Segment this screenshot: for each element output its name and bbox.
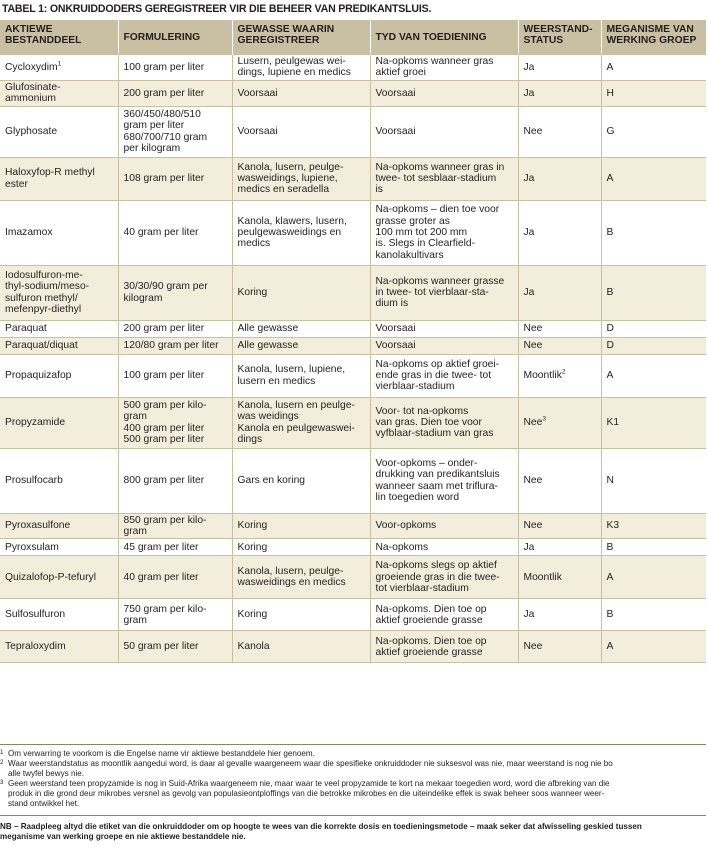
cell-formulation-line: 40 gram per liter: [123, 226, 199, 238]
header-mode-of-action: [601, 20, 706, 55]
table-row: [0, 157, 706, 200]
header-resistance-line-2: STATUS: [523, 35, 564, 47]
cell-crops: [232, 200, 370, 265]
cell-formulation: [118, 337, 232, 354]
cell-active-ingredient-line: Tepraloxydim: [5, 641, 66, 653]
cell-active-ingredient: [0, 599, 118, 631]
header-resistance: [518, 20, 601, 55]
cell-crops: [232, 106, 370, 157]
cell-crops: [232, 337, 370, 354]
footnotes: [0, 744, 706, 842]
cell-resistance-value: Moontlik: [523, 571, 562, 583]
cell-formulation-line: 750 gram per kilo-: [123, 603, 207, 615]
table-row: [0, 599, 706, 631]
cell-crops-line: Kanola, lusern, lupiene,: [237, 364, 346, 376]
cell-crops: [232, 265, 370, 320]
herbicide-table-container: [0, 20, 706, 663]
footnote-line: Waar weerstandstatus as moontlik aangedui word, is daar al gevalle waargeneem waar die spesifieke onkruiddoder nie suksesvol was nie, maar weerstand is nog nie bo: [8, 759, 613, 768]
table-row: [0, 448, 706, 513]
cell-timing-line: Na-opkoms. Dien toe op: [375, 635, 487, 647]
cell-resistance: [518, 320, 601, 337]
cell-active-ingredient: [0, 200, 118, 265]
cell-formulation-line: 360/450/480/510: [123, 108, 201, 120]
cell-resistance-value: Ja: [523, 61, 535, 73]
cell-timing-line: tot vierblaar-stadium: [375, 583, 469, 595]
cell-timing: [370, 265, 518, 320]
header-timing: TYD VAN TOEDIENING: [370, 20, 518, 55]
cell-timing: [370, 320, 518, 337]
cell-mode-of-action: K3: [601, 513, 706, 539]
cell-active-ingredient-line: Iodosulfuron-me-: [5, 269, 83, 281]
cell-formulation: [118, 354, 232, 397]
cell-mode-of-action: A: [601, 556, 706, 599]
cell-active-ingredient-line: Imazamox: [5, 226, 53, 238]
footnote-3: [0, 779, 706, 809]
cell-crops-line: Alle gewasse: [237, 339, 299, 351]
cell-formulation-line: 500 gram per kilo-: [123, 399, 207, 411]
nb-note: [0, 815, 706, 842]
cell-crops: [232, 354, 370, 397]
cell-crops-line: Kanola en peulgewaswei-: [237, 422, 355, 434]
cell-formulation-line: 100 gram per liter: [123, 61, 205, 73]
cell-resistance: [518, 80, 601, 106]
cell-active-ingredient-line: Cycloxydim: [5, 61, 58, 73]
cell-formulation-line: 45 gram per liter: [123, 541, 199, 553]
cell-resistance: [518, 631, 601, 663]
cell-resistance: [518, 55, 601, 80]
cell-crops-line: medics: [237, 238, 271, 250]
cell-formulation: [118, 599, 232, 631]
cell-crops: [232, 539, 370, 556]
cell-active-ingredient: [0, 631, 118, 663]
table-row: [0, 80, 706, 106]
cell-crops-line: wasweidings, lupiene,: [237, 172, 338, 184]
cell-mode-of-action: G: [601, 106, 706, 157]
footnote-divider: [0, 744, 706, 745]
cell-formulation-line: 500 gram per liter: [123, 434, 205, 446]
cell-active-ingredient: [0, 448, 118, 513]
cell-timing-line: Voor-opkoms: [375, 520, 437, 532]
cell-timing-line: Na-opkoms op aktief groei-: [375, 358, 500, 370]
cell-active-ingredient-line: ammonium: [5, 93, 56, 105]
cell-formulation-line: 850 gram per kilo-: [123, 514, 207, 526]
cell-crops-line: Lusern, peulgewas wei-: [237, 56, 346, 67]
table-title: TABEL 1: ONKRUIDDODERS GEREGISTREER VIR DIE BEHEER VAN PREDIKANTSLUIS.: [2, 3, 432, 15]
cell-resistance: [518, 337, 601, 354]
cell-timing-line: is. Slegs in Clearfield-: [375, 238, 476, 250]
cell-crops: [232, 448, 370, 513]
cell-resistance: [518, 539, 601, 556]
cell-active-ingredient-line: Sulfosulfuron: [5, 609, 66, 621]
cell-formulation-line: 40 gram per liter: [123, 571, 199, 583]
cell-formulation-line: 30/30/90 gram per: [123, 281, 208, 293]
cell-formulation-line: 50 gram per liter: [123, 641, 199, 653]
cell-mode-of-action: A: [601, 157, 706, 200]
cell-mode-of-action: D: [601, 320, 706, 337]
cell-active-ingredient: [0, 397, 118, 448]
cell-crops-line: Kanola, lusern en peulge-: [237, 399, 355, 411]
cell-crops: [232, 397, 370, 448]
cell-timing-line: ende gras in die twee- tot: [375, 369, 492, 381]
cell-active-ingredient-line: Pyroxsulam: [5, 541, 59, 553]
cell-active-ingredient-line: Pyroxasulfone: [5, 520, 71, 532]
cell-mode-of-action: B: [601, 539, 706, 556]
cell-formulation: [118, 106, 232, 157]
cell-timing-line: Na-opkoms – dien toe voor: [375, 204, 500, 216]
cell-resistance-value: Ja: [523, 541, 535, 553]
header-mode-of-action-line-2: WERKING GROEP: [606, 35, 697, 47]
cell-crops-line: Koring: [237, 286, 268, 298]
cell-mode-of-action: B: [601, 599, 706, 631]
cell-crops: [232, 80, 370, 106]
cell-timing-line: lin toegedien word: [375, 492, 460, 504]
cell-mode-of-action: A: [601, 55, 706, 80]
cell-formulation-line: kilogram: [123, 292, 163, 304]
cell-timing-line: Na-opkoms slegs op aktief: [375, 560, 497, 572]
cell-resistance: [518, 556, 601, 599]
cell-active-ingredient-line: Paraquat/diquat: [5, 339, 78, 351]
footnote-number: 3: [0, 779, 4, 786]
header-formulation: FORMULERING: [118, 20, 232, 55]
cell-timing-line: grasse groter as: [375, 215, 450, 227]
cell-formulation: [118, 55, 232, 80]
cell-active-ingredient-line: Prosulfocarb: [5, 474, 63, 486]
cell-active-ingredient: [0, 106, 118, 157]
cell-timing-line: Voorsaai: [375, 339, 416, 351]
footnote-line: Om verwarring te voorkom is die Engelse name vir aktiewe bestanddele hier genoem.: [8, 749, 315, 758]
cell-timing: [370, 448, 518, 513]
cell-timing-line: Na-opkoms wanneer gras in: [375, 161, 505, 173]
cell-formulation-line: 400 gram per liter: [123, 422, 205, 434]
cell-timing-line: Voorsaai: [375, 125, 416, 137]
cell-active-ingredient: [0, 513, 118, 539]
footnote-line: alle twyfel bewys nie.: [8, 769, 85, 778]
cell-timing-line: aktief groei: [375, 67, 426, 79]
table-row: [0, 337, 706, 354]
cell-resistance-value: Ja: [523, 609, 535, 621]
table-row: [0, 55, 706, 80]
cell-crops-line: lusern en medics: [237, 375, 316, 387]
cell-timing-line: kanolakultivars: [375, 249, 444, 261]
cell-timing-line: aktief groeiende grasse: [375, 614, 483, 626]
header-active-ingredient-line-2: BESTANDDEEL: [5, 35, 82, 47]
cell-mode-of-action: A: [601, 631, 706, 663]
cell-timing-line: groeiende gras in die twee-: [375, 571, 500, 583]
cell-formulation-line: gram: [123, 526, 147, 538]
footnote-line: stand ontwikkel het.: [8, 799, 80, 808]
header-active-ingredient: [0, 20, 118, 55]
cell-active-ingredient-wrap: [5, 62, 113, 73]
cell-crops-line: Kanola, klawers, lusern,: [237, 215, 347, 227]
cell-active-ingredient-line: mefenpyr-diethyl: [5, 304, 82, 316]
footnote-list: [0, 749, 706, 809]
footnote-marker: 2: [561, 368, 566, 376]
footnote-marker: 1: [57, 60, 62, 68]
cell-crops-line: was weidings: [237, 411, 299, 423]
cell-crops-line: Alle gewasse: [237, 322, 299, 334]
cell-timing-line: Voorsaai: [375, 322, 416, 334]
header-crops: [232, 20, 370, 55]
cell-timing: [370, 354, 518, 397]
cell-formulation-line: 108 gram per liter: [123, 172, 205, 184]
cell-timing: [370, 397, 518, 448]
table-row: [0, 539, 706, 556]
cell-crops-line: peulgewasweidings en: [237, 226, 342, 238]
cell-timing-line: Na-opkoms wanneer grasse: [375, 275, 505, 287]
cell-crops: [232, 55, 370, 80]
cell-active-ingredient-line: Glufosinate-: [5, 81, 61, 93]
cell-formulation-line: 680/700/710 gram: [123, 131, 208, 143]
footnote-2: [0, 759, 706, 779]
cell-crops-line: Kanola, lusern, peulge-: [237, 566, 344, 578]
cell-resistance-value: Nee: [523, 416, 543, 428]
cell-resistance: [518, 200, 601, 265]
cell-active-ingredient: [0, 337, 118, 354]
cell-formulation-line: 120/80 gram per liter: [123, 339, 219, 351]
cell-timing-line: in twee- tot vierblaar-sta-: [375, 286, 489, 298]
cell-formulation: [118, 157, 232, 200]
cell-timing: [370, 157, 518, 200]
cell-active-ingredient: [0, 157, 118, 200]
cell-formulation-line: per kilogram: [123, 143, 181, 155]
table-header: [0, 20, 706, 55]
cell-formulation-line: 200 gram per liter: [123, 87, 205, 99]
cell-active-ingredient: [0, 320, 118, 337]
cell-resistance: [518, 448, 601, 513]
cell-resistance: [518, 513, 601, 539]
cell-resistance-value: Ja: [523, 87, 535, 99]
cell-timing-line: Na-opkoms wanneer gras: [375, 56, 494, 67]
cell-crops-line: medics en seradella: [237, 184, 330, 196]
footnote-line: produk in die grond deur mikrobes versnel as gevolg van populasieontploffings van die betrokke mikrobes en die uiteindelike effek is swak beheer soos wanneer weer-: [8, 789, 605, 798]
cell-formulation: [118, 397, 232, 448]
cell-active-ingredient-line: thyl-sodium/meso-: [5, 281, 90, 293]
cell-crops: [232, 631, 370, 663]
cell-formulation-line: 800 gram per liter: [123, 474, 205, 486]
cell-formulation: [118, 556, 232, 599]
cell-resistance: [518, 157, 601, 200]
cell-formulation: [118, 631, 232, 663]
cell-mode-of-action: H: [601, 80, 706, 106]
table-row: [0, 265, 706, 320]
cell-active-ingredient-line: Quizalofop-P-tefuryl: [5, 571, 96, 583]
cell-active-ingredient: [0, 265, 118, 320]
cell-timing-line: Voor- tot na-opkoms: [375, 405, 469, 417]
cell-crops-line: Koring: [237, 520, 268, 532]
cell-resistance-value: Nee: [523, 125, 543, 137]
cell-crops: [232, 157, 370, 200]
footnote-1: [0, 749, 706, 759]
cell-mode-of-action: N: [601, 448, 706, 513]
table-body: [0, 55, 706, 663]
cell-crops: [232, 556, 370, 599]
cell-timing-line: wanneer saam met triflura-: [375, 480, 498, 492]
cell-active-ingredient-line: Propyzamide: [5, 416, 66, 428]
cell-active-ingredient: [0, 539, 118, 556]
cell-active-ingredient: [0, 80, 118, 106]
cell-timing: [370, 599, 518, 631]
cell-resistance-value: Nee: [523, 339, 543, 351]
cell-resistance-value: Nee: [523, 474, 543, 486]
cell-timing: [370, 337, 518, 354]
cell-resistance-value: Nee: [523, 520, 543, 532]
cell-formulation: [118, 513, 232, 539]
cell-timing-line: 100 mm tot 200 mm: [375, 226, 468, 238]
cell-resistance-value: Ja: [523, 286, 535, 298]
cell-crops-line: Gars en koring: [237, 474, 306, 486]
cell-timing-line: twee- tot sesblaar-stadium: [375, 172, 497, 184]
herbicide-table: [0, 20, 706, 663]
cell-resistance: [518, 599, 601, 631]
cell-timing: [370, 631, 518, 663]
cell-timing: [370, 539, 518, 556]
cell-timing-line: vierblaar-stadium: [375, 381, 455, 393]
cell-timing-line: Voor-opkoms – onder-: [375, 457, 478, 469]
cell-resistance-value: Ja: [523, 226, 535, 238]
cell-formulation: [118, 448, 232, 513]
cell-crops-line: Kanola, lusern, peulge-: [237, 161, 344, 173]
cell-resistance: [518, 354, 601, 397]
cell-active-ingredient-line: Propaquizafop: [5, 369, 72, 381]
footnote-number: 2: [0, 759, 4, 766]
cell-formulation-line: gram: [123, 411, 147, 423]
cell-formulation: [118, 539, 232, 556]
cell-resistance: [518, 397, 601, 448]
cell-crops-line: Voorsaai: [237, 87, 278, 99]
cell-timing-line: dium is: [375, 298, 409, 310]
cell-formulation-line: 200 gram per liter: [123, 322, 205, 334]
cell-formulation: [118, 80, 232, 106]
footnote-number: 1: [0, 749, 4, 756]
cell-active-ingredient-line: sulfuron methyl/: [5, 292, 78, 304]
cell-timing-line: Na-opkoms: [375, 541, 429, 553]
cell-timing: [370, 80, 518, 106]
cell-timing-line: aktief groeiende grasse: [375, 646, 483, 658]
cell-mode-of-action: K1: [601, 397, 706, 448]
cell-crops-line: Voorsaai: [237, 125, 278, 137]
header-crops-line-1: GEWASSE WAARIN: [237, 24, 335, 35]
cell-crops-line: Koring: [237, 541, 268, 553]
footnote-line: Geen weerstand teen propyzamide is nog in Suid-Afrika waargeneem nie, maar waar te veel propyzamide te kort na mekaar toegedien word, word die afbreking van die: [8, 779, 610, 788]
cell-mode-of-action: D: [601, 337, 706, 354]
cell-timing-line: Voorsaai: [375, 87, 416, 99]
cell-active-ingredient-line: ester: [5, 178, 28, 190]
cell-crops: [232, 513, 370, 539]
header-active-ingredient-line-1: AKTIEWE: [5, 24, 53, 35]
header-mode-of-action-line-1: MEGANISME VAN: [606, 24, 694, 35]
cell-timing: [370, 200, 518, 265]
cell-active-ingredient-line: Glyphosate: [5, 125, 58, 137]
cell-timing-line: vyfblaar-stadium van gras: [375, 428, 494, 440]
header-crops-line-2: GEREGISTREER: [237, 35, 320, 47]
cell-crops-line: Kanola: [237, 641, 270, 653]
table-row: [0, 513, 706, 539]
table-row: [0, 397, 706, 448]
nb-line: NB – Raadpleeg altyd die etiket van die onkruiddoder om op hoogte te wees van die korrekte dosis en toedieningsmetode – maak seker dat afwisseling geskied tussen: [0, 822, 642, 831]
cell-timing-line: van gras. Dien toe voor: [375, 416, 482, 428]
cell-timing: [370, 106, 518, 157]
table-row: [0, 556, 706, 599]
cell-timing: [370, 513, 518, 539]
cell-resistance-value: Nee: [523, 641, 543, 653]
cell-timing: [370, 55, 518, 80]
table-row: [0, 354, 706, 397]
cell-mode-of-action: A: [601, 354, 706, 397]
cell-crops: [232, 599, 370, 631]
cell-active-ingredient-line: Paraquat: [5, 322, 47, 334]
header-row: [0, 20, 706, 55]
cell-formulation-line: 100 gram per liter: [123, 369, 205, 381]
cell-formulation: [118, 200, 232, 265]
cell-crops: [232, 320, 370, 337]
cell-active-ingredient: [0, 354, 118, 397]
nb-line: meganisme van werking groepe en nie aktiewe bestanddele nie.: [0, 832, 246, 841]
cell-resistance: [518, 106, 601, 157]
cell-resistance-value: Moontlik: [523, 369, 562, 381]
cell-timing-line: drukking van predikantsluis: [375, 469, 500, 481]
header-resistance-line-1: WEERSTAND-: [523, 24, 593, 35]
cell-resistance: [518, 265, 601, 320]
cell-resistance-value: Ja: [523, 172, 535, 184]
cell-timing-line: is: [375, 184, 383, 196]
cell-crops-line: wasweidings en medics: [237, 577, 346, 589]
cell-formulation-line: gram: [123, 614, 147, 626]
cell-crops-line: dings: [237, 434, 263, 446]
cell-active-ingredient-line: Haloxyfop-R methyl: [5, 167, 95, 179]
cell-crops-line: dings, lupiene en medics: [237, 67, 351, 79]
table-row: [0, 106, 706, 157]
cell-active-ingredient: [0, 55, 118, 80]
cell-timing-line: Na-opkoms. Dien toe op: [375, 603, 487, 615]
cell-timing: [370, 556, 518, 599]
table-row: [0, 320, 706, 337]
cell-active-ingredient: [0, 556, 118, 599]
cell-formulation: [118, 265, 232, 320]
footnote-marker: 3: [542, 415, 547, 423]
cell-formulation-line: gram per liter: [123, 120, 185, 132]
cell-mode-of-action: B: [601, 200, 706, 265]
cell-mode-of-action: B: [601, 265, 706, 320]
table-row: [0, 631, 706, 663]
cell-crops-line: Koring: [237, 609, 268, 621]
cell-resistance-value: Nee: [523, 322, 543, 334]
cell-formulation: [118, 320, 232, 337]
table-row: [0, 200, 706, 265]
